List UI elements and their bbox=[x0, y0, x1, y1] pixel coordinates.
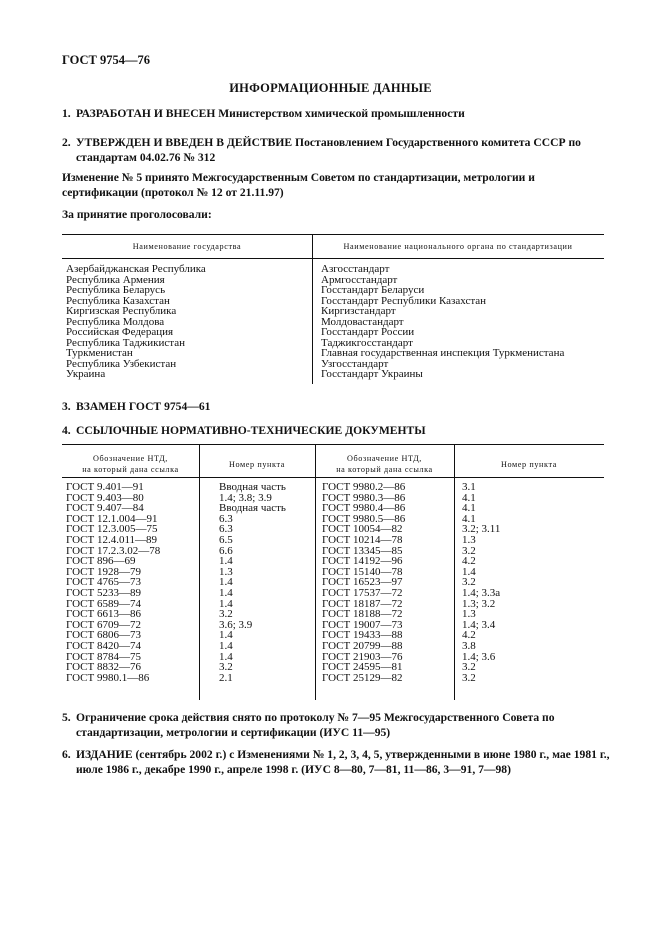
table-header-rule bbox=[62, 258, 604, 259]
header-clause-left: Номер пункта bbox=[228, 460, 286, 469]
table-cell-designation: ГОСТ 9980.1—86 bbox=[66, 671, 150, 684]
table-cell-designation: ГОСТ 6613—86 bbox=[66, 608, 141, 621]
table-cell-designation: ГОСТ 6709—72 bbox=[66, 618, 141, 631]
table-cell-clause: 2.1 bbox=[219, 671, 233, 684]
table-cell-body: Госстандарт Украины bbox=[321, 368, 423, 381]
table-cell-clause: 1.4; 3.8; 3.9 bbox=[219, 491, 272, 504]
table-cell-state: Республика Молдова bbox=[66, 315, 165, 328]
header-body: Наименование национального органа по стандартизации bbox=[343, 242, 573, 251]
table-cell-clause: 6.3 bbox=[219, 523, 233, 536]
table-cell-designation: ГОСТ 16523—97 bbox=[322, 576, 403, 589]
item-number: 6. bbox=[62, 748, 71, 761]
header-designation-left: Обозначение НТД, на который дана ссылка bbox=[82, 454, 179, 474]
item-3 bbox=[62, 400, 604, 415]
table-cell-clause: 3.2; 3.11 bbox=[462, 523, 501, 536]
table-top-rule bbox=[62, 444, 604, 445]
column-divider bbox=[315, 444, 316, 700]
table-cell-clause: 4.2 bbox=[462, 555, 476, 568]
table-cell-clause: 4.2 bbox=[462, 629, 476, 642]
table-cell-clause: 3.6; 3.9 bbox=[219, 618, 253, 631]
table-cell-designation: ГОСТ 14192—96 bbox=[322, 555, 403, 568]
table-cell-clause: 3.2 bbox=[219, 608, 233, 621]
table-cell-designation: ГОСТ 6589—74 bbox=[66, 597, 141, 610]
table-cell-state: Российская Федерация bbox=[66, 326, 174, 339]
states-column bbox=[66, 264, 206, 380]
item-2 bbox=[62, 136, 618, 165]
table-cell-clause: 6.5 bbox=[219, 533, 233, 546]
table-cell-designation: ГОСТ 12.4.011—89 bbox=[66, 533, 158, 546]
table-cell-clause: 4.1 bbox=[462, 512, 476, 525]
table-cell-clause: 3.2 bbox=[462, 671, 476, 684]
header-clause-right: Номер пункта bbox=[500, 460, 558, 469]
table-cell-clause: 1.3 bbox=[462, 533, 476, 546]
table-cell-clause: 6.3 bbox=[219, 512, 233, 525]
table-cell-clause: 1.4; 3.3а bbox=[462, 586, 501, 599]
table-cell-body: Узгосстандарт bbox=[321, 357, 389, 370]
table-cell-designation: ГОСТ 20799—88 bbox=[322, 639, 403, 652]
table-cell-body: Армгосстандарт bbox=[321, 273, 398, 286]
table-cell-clause: 1.3 bbox=[462, 608, 476, 621]
table-cell-clause: 3.2 bbox=[462, 576, 476, 589]
table-cell-designation: ГОСТ 18188—72 bbox=[322, 608, 403, 621]
table-cell-designation: ГОСТ 25129—82 bbox=[322, 671, 403, 684]
table-cell-designation: ГОСТ 10214—78 bbox=[322, 533, 403, 546]
table-cell-designation: ГОСТ 8832—76 bbox=[66, 661, 141, 674]
table-cell-state: Республика Казахстан bbox=[66, 294, 170, 307]
table-cell-designation: ГОСТ 9.401—91 bbox=[66, 481, 144, 493]
table-cell-designation: ГОСТ 9.403—80 bbox=[66, 491, 144, 504]
table-cell-clause: 1.4 bbox=[219, 639, 233, 652]
column-divider bbox=[454, 444, 455, 700]
item-number: 3. bbox=[62, 400, 71, 413]
table-cell-clause: 1.4; 3.6 bbox=[462, 650, 496, 663]
table-cell-designation: ГОСТ 15140—78 bbox=[322, 565, 403, 578]
item-number: 5. bbox=[62, 711, 71, 724]
table-cell-designation: ГОСТ 21903—76 bbox=[322, 650, 403, 663]
table-cell-designation: ГОСТ 10054—82 bbox=[322, 523, 403, 536]
table-cell-clause: 3.2 bbox=[219, 661, 233, 674]
table-cell-state: Туркменистан bbox=[66, 347, 133, 360]
bodies-column bbox=[321, 264, 564, 380]
table-top-rule bbox=[62, 234, 604, 235]
table-cell-clause: Вводная часть bbox=[219, 481, 286, 493]
table-cell-designation: ГОСТ 17.2.3.02—78 bbox=[66, 544, 161, 557]
table-cell-state: Республика Беларусь bbox=[66, 284, 166, 297]
table-cell-designation: ГОСТ 19433—88 bbox=[322, 629, 403, 642]
table-cell-clause: 4.1 bbox=[462, 491, 476, 504]
table-cell-state: Республика Узбекистан bbox=[66, 357, 177, 370]
table-cell-designation: ГОСТ 12.1.004—91 bbox=[66, 512, 158, 525]
table-cell-clause: 3.2 bbox=[462, 544, 476, 557]
table-cell-designation: ГОСТ 896—69 bbox=[66, 555, 136, 568]
table-header-rule bbox=[62, 477, 604, 478]
table-cell-clause: 3.8 bbox=[462, 639, 476, 652]
table-cell-designation: ГОСТ 18187—72 bbox=[322, 597, 403, 610]
item-number: 2. bbox=[62, 136, 71, 149]
table-cell-designation: ГОСТ 12.3.005—75 bbox=[66, 523, 158, 536]
item-text: ССЫЛОЧНЫЕ НОРМАТИВНО-ТЕХНИЧЕСКИЕ ДОКУМЕНТЫ bbox=[76, 424, 426, 437]
table-cell-clause: 6.6 bbox=[219, 544, 233, 557]
header-state: Наименование государства bbox=[132, 242, 242, 251]
document-header: ГОСТ 9754—76 bbox=[62, 53, 151, 67]
table-cell-clause: 1.4; 3.4 bbox=[462, 618, 496, 631]
item-6 bbox=[62, 748, 618, 777]
page-title: ИНФОРМАЦИОННЫЕ ДАННЫЕ bbox=[229, 81, 432, 95]
table-cell-clause: 1.4 bbox=[219, 586, 233, 599]
table-cell-clause: 1.3 bbox=[219, 565, 233, 578]
left-clauses-column bbox=[219, 482, 286, 683]
header-designation-right: Обозначение НТД, на который дана ссылка bbox=[336, 454, 433, 474]
item-4 bbox=[62, 424, 604, 439]
table-cell-designation: ГОСТ 1928—79 bbox=[66, 565, 141, 578]
table-cell-state: Азербайджанская Республика bbox=[66, 263, 206, 275]
table-cell-clause: 1.4 bbox=[219, 650, 233, 663]
table-cell-state: Республика Армения bbox=[66, 273, 165, 286]
item-1 bbox=[62, 107, 604, 122]
table-cell-state: Украина bbox=[66, 368, 106, 381]
item-text: РАЗРАБОТАН И ВНЕСЕН Министерством химической промышленности bbox=[76, 107, 465, 120]
table-cell-designation: ГОСТ 5233—89 bbox=[66, 586, 141, 599]
table-cell-designation: ГОСТ 9980.4—86 bbox=[322, 502, 406, 515]
left-docs-column bbox=[66, 482, 160, 683]
table-cell-clause: 1.4 bbox=[219, 629, 233, 642]
table-cell-designation: ГОСТ 8784—75 bbox=[66, 650, 141, 663]
table-cell-designation: ГОСТ 9.407—84 bbox=[66, 502, 144, 515]
table-cell-body: Азгосстандарт bbox=[321, 263, 390, 275]
change-note: Изменение № 5 принято Межгосударственным Советом по стандартизации, метрологии и сертификации (протокол № 12 от 21.11.97) bbox=[62, 171, 535, 199]
table-cell-body: Госстандарт России bbox=[321, 326, 415, 339]
table-cell-body: Главная государственная инспекция Туркменистана bbox=[321, 347, 565, 360]
item-text: ИЗДАНИЕ (сентябрь 2002 г.) с Изменениями № 1, 2, 3, 4, 5, утвержденными в июне 1980 г., мае 1981 г., июле 1986 г., декабре 1990 г., апреле 1998 г. (ИУС 8—80, 7—81, 11—86, 3—91, 7—98) bbox=[76, 748, 610, 776]
table-cell-body: Таджикгосстандарт bbox=[321, 336, 413, 349]
table-cell-clause: 3.1 bbox=[462, 481, 476, 493]
table-cell-body: Молдовастандарт bbox=[321, 315, 404, 328]
table-cell-designation: ГОСТ 19007—73 bbox=[322, 618, 403, 631]
voted-label: За принятие проголосовали: bbox=[62, 208, 212, 221]
right-clauses-column bbox=[462, 482, 500, 683]
table-cell-state: Республика Таджикистан bbox=[66, 336, 185, 349]
item-5 bbox=[62, 711, 618, 740]
table-cell-clause: 3.2 bbox=[462, 661, 476, 674]
table-cell-body: Госстандарт Республики Казахстан bbox=[321, 294, 487, 307]
item-number: 4. bbox=[62, 424, 71, 437]
table-cell-clause: 1.4 bbox=[462, 565, 476, 578]
right-docs-column bbox=[322, 482, 405, 683]
table-cell-designation: ГОСТ 13345—85 bbox=[322, 544, 403, 557]
item-text: УТВЕРЖДЕН И ВВЕДЕН В ДЕЙСТВИЕ Постановлением Государственного комитета СССР по стандартам 04.02.76 № 312 bbox=[76, 136, 581, 164]
table-cell-designation: ГОСТ 17537—72 bbox=[322, 586, 403, 599]
table-cell-designation: ГОСТ 9980.5—86 bbox=[322, 512, 406, 525]
table-cell-state: Киргизская Республика bbox=[66, 305, 177, 318]
table-cell-designation: ГОСТ 9980.2—86 bbox=[322, 481, 406, 493]
table-cell-designation: ГОСТ 9980.3—86 bbox=[322, 491, 406, 504]
table-cell-clause: Вводная часть bbox=[219, 502, 286, 515]
column-divider bbox=[312, 234, 313, 384]
table-cell-clause: 1.4 bbox=[219, 555, 233, 568]
table-cell-clause: 1.3; 3.2 bbox=[462, 597, 496, 610]
item-text: Ограничение срока действия снято по протоколу № 7—95 Межгосударственного Совета по стандартизации, метрологии и сертификации (ИУС 11—95) bbox=[76, 711, 555, 739]
item-text: ВЗАМЕН ГОСТ 9754—61 bbox=[76, 400, 211, 413]
table-cell-designation: ГОСТ 4765—73 bbox=[66, 576, 141, 589]
table-cell-designation: ГОСТ 8420—74 bbox=[66, 639, 141, 652]
table-cell-body: Киргизстандарт bbox=[321, 305, 396, 318]
table-cell-designation: ГОСТ 24595—81 bbox=[322, 661, 403, 674]
column-divider bbox=[199, 444, 200, 700]
table-cell-clause: 4.1 bbox=[462, 502, 476, 515]
table-cell-clause: 1.4 bbox=[219, 597, 233, 610]
table-cell-clause: 1.4 bbox=[219, 576, 233, 589]
table-cell-designation: ГОСТ 6806—73 bbox=[66, 629, 141, 642]
table-cell-body: Госстандарт Беларуси bbox=[321, 284, 425, 297]
item-number: 1. bbox=[62, 107, 71, 120]
